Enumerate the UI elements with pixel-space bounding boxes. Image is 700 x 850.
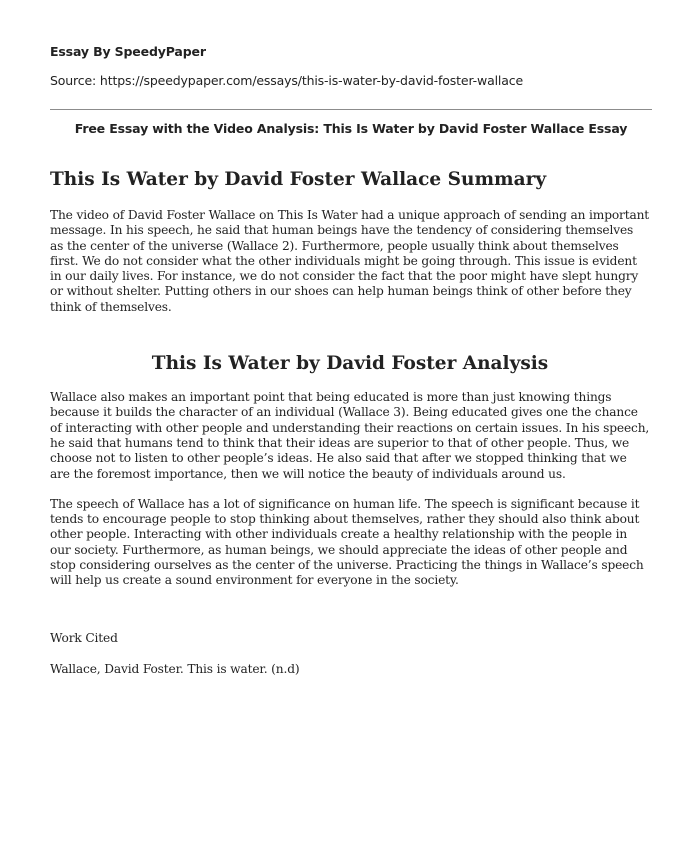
section-heading-analysis: This Is Water by David Foster Analysis bbox=[151, 353, 549, 375]
works-cited-entry: Wallace, David Foster. This is water. (n.d) bbox=[50, 661, 300, 676]
document-title: Free Essay with the Video Analysis: This Is Water by David Foster Wallace Essay bbox=[74, 121, 628, 136]
source-line: Source: https://speedypaper.com/essays/this-is-water-by-david-foster-wallace bbox=[50, 73, 523, 88]
section-heading-summary: This Is Water by David Foster Wallace Summary bbox=[50, 169, 547, 190]
analysis-paragraph-2: The speech of Wallace has a lot of significance on human life. The speech is significant because it tends to encourage people to stop thinking about themselves, rather they should also think about other people. Interacting with other individuals create a healthy relationship with the people in our society. Furthermore, as human beings, we should appreciate the ideas of other people and stop considering ourselves as the center of the universe. Practicing the things in Wallace’s speech will help us create a sound environment for everyone in the society. bbox=[50, 496, 644, 588]
summary-paragraph: The video of David Foster Wallace on This Is Water had a unique approach of sending an important message. In his speech, he said that human beings have the tendency of considering themselves as the center of the universe (Wallace 2). Furthermore, people usually think about themselves first. We do not consider what the other individuals might be going through. This issue is evident in our daily lives. For instance, we do not consider the fact that the poor might have slept hungry or without shelter. Putting others in our shoes can help human beings think of other before they think of themselves. bbox=[50, 208, 650, 314]
header-divider bbox=[50, 109, 652, 110]
analysis-paragraph-1: Wallace also makes an important point that being educated is more than just knowing things because it builds the character of an individual (Wallace 3). Being educated gives one the chance of interacting with other people and understanding their reactions on certain issues. In his speech, he said that humans tend to think that their ideas are superior to that of other people. Thus, we choose not to listen to other people’s ideas. He also said that after we stopped thinking that we are the foremost importance, then we will notice the beauty of individuals around us. bbox=[50, 390, 650, 481]
works-cited-heading: Work Cited bbox=[50, 630, 118, 645]
brand-label: Essay By SpeedyPaper bbox=[50, 44, 206, 59]
essay-body bbox=[50, 168, 650, 677]
